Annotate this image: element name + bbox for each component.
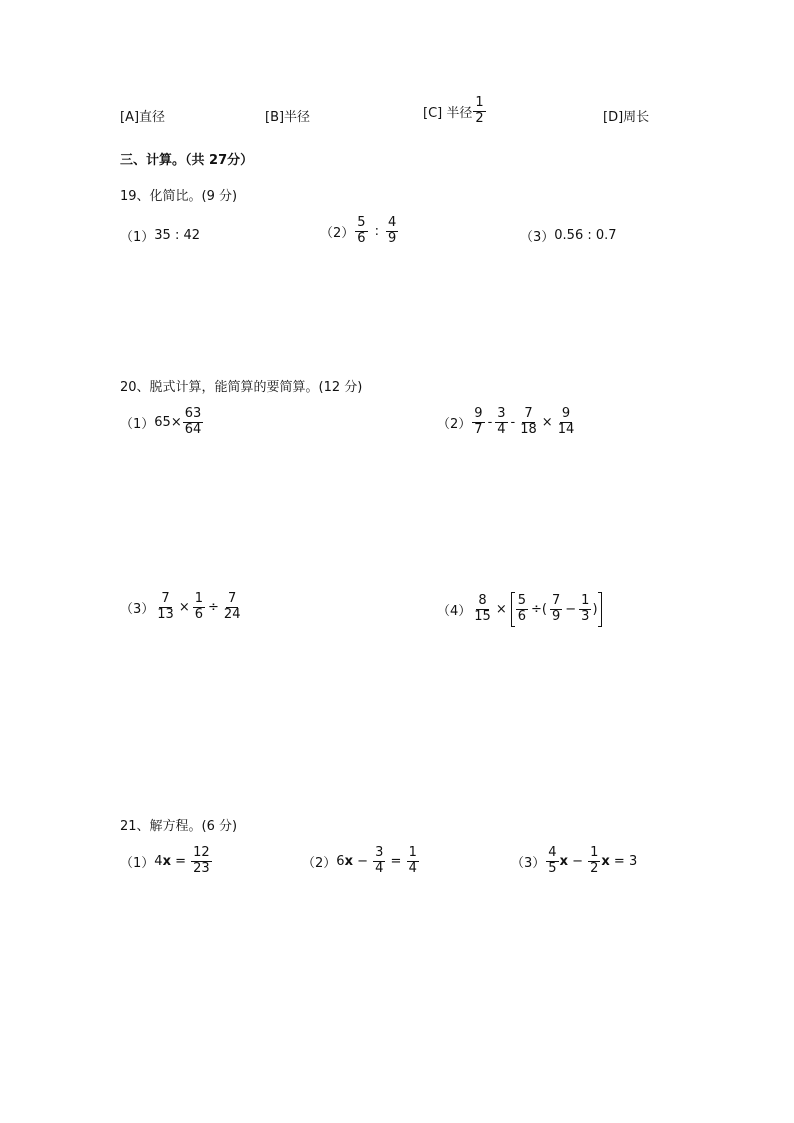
square-bracket-group — [511, 592, 602, 627]
option-a: [A]直径 — [120, 110, 166, 125]
fraction — [550, 594, 562, 625]
operator: - — [510, 414, 516, 430]
denominator: 5 — [548, 860, 557, 876]
numerator: 9 — [474, 406, 483, 421]
minus-sign: − — [352, 853, 373, 869]
q19-part-3 — [520, 226, 617, 245]
question-21-title: 21、解方程。(6 分) — [120, 819, 238, 834]
coefficient: 6 — [336, 853, 345, 869]
part-label: （2） — [320, 225, 355, 241]
part-label: （3） — [520, 230, 555, 245]
denominator: 23 — [193, 860, 210, 876]
lead-term: 65× — [154, 414, 182, 430]
operator: × — [541, 414, 553, 430]
numerator: 1 — [408, 845, 417, 860]
variable: x — [162, 853, 171, 869]
variable: x — [344, 853, 353, 869]
variable: x — [559, 853, 568, 869]
option-c-prefix: [C] 半径 — [423, 105, 473, 121]
option-d: [D]周长 — [603, 110, 650, 125]
q21-part-2 — [302, 846, 420, 877]
denominator: 4 — [497, 421, 506, 437]
numerator: 1 — [194, 591, 204, 606]
fraction — [518, 407, 539, 438]
denominator: 18 — [520, 421, 537, 437]
fraction — [516, 594, 528, 625]
numerator: 3 — [375, 845, 384, 860]
coefficient: 4 — [154, 853, 163, 869]
numerator: 3 — [497, 406, 506, 421]
numerator: 1 — [581, 593, 590, 608]
equals-sign: = — [386, 853, 406, 869]
question-19-title: 19、化简比。(9 分) — [120, 189, 238, 204]
q20-part-2 — [437, 407, 577, 438]
part-label: （1） — [120, 416, 155, 432]
denominator: 9 — [387, 230, 397, 246]
part-label: （3） — [511, 855, 546, 871]
part-label: （2） — [437, 416, 472, 432]
denominator: 6 — [517, 608, 527, 624]
fraction — [472, 407, 484, 438]
fraction — [588, 846, 600, 877]
denominator: 7 — [474, 421, 483, 437]
option-c — [423, 96, 487, 127]
numerator: 7 — [524, 406, 533, 421]
part-label: （4） — [437, 603, 472, 619]
operator: × — [178, 599, 190, 615]
option-b: [B]半径 — [265, 110, 311, 125]
q20-part-4 — [437, 592, 602, 627]
numerator: 7 — [161, 591, 170, 606]
numerator: 9 — [561, 406, 571, 421]
fraction — [222, 592, 243, 623]
q21-part-3 — [511, 846, 637, 877]
ratio-sign: : — [374, 223, 379, 239]
section-title: 三、计算。（共 27分） — [120, 153, 254, 168]
numerator: 5 — [517, 593, 527, 608]
fraction — [193, 592, 205, 623]
denominator: 9 — [551, 608, 561, 624]
denominator: 4 — [408, 860, 417, 876]
denominator: 2 — [475, 110, 484, 126]
q20-part-1 — [120, 407, 204, 438]
operator: ÷( — [531, 601, 547, 617]
fraction — [546, 846, 558, 877]
numerator: 7 — [228, 591, 237, 606]
expression: 35 : 42 — [154, 228, 201, 243]
denominator: 15 — [474, 608, 491, 624]
operator: − — [565, 601, 577, 617]
variable: x — [601, 853, 610, 869]
numerator: 1 — [590, 845, 599, 860]
fraction — [473, 96, 485, 127]
denominator: 14 — [557, 421, 575, 437]
minus-sign: − — [567, 853, 588, 869]
denominator: 4 — [375, 860, 384, 876]
denominator: 13 — [157, 606, 174, 622]
denominator: 24 — [223, 606, 241, 622]
numerator: 5 — [357, 215, 366, 230]
close-paren: ) — [592, 601, 598, 617]
numerator: 4 — [387, 215, 397, 230]
denominator: 2 — [590, 860, 599, 876]
fraction — [191, 846, 212, 877]
part-label: （1） — [120, 230, 155, 245]
fraction — [407, 846, 419, 877]
part-label: （2） — [302, 855, 337, 871]
numerator: 4 — [548, 845, 557, 860]
part-label: （1） — [120, 855, 155, 871]
operator: × — [495, 601, 507, 617]
fraction — [495, 407, 507, 438]
fraction — [556, 407, 577, 438]
equals-sign: = — [170, 853, 191, 869]
question-20-title: 20、脱式计算，能简算的要简算。(12 分) — [120, 380, 363, 395]
fraction — [355, 216, 367, 247]
q20-part-3 — [120, 592, 243, 623]
numerator: 12 — [193, 845, 210, 860]
denominator: 3 — [581, 608, 590, 624]
denominator: 6 — [357, 230, 366, 246]
numerator: 63 — [184, 406, 202, 421]
fraction — [373, 846, 385, 877]
part-label: （3） — [120, 601, 155, 617]
numerator: 7 — [551, 593, 561, 608]
denominator: 6 — [194, 606, 204, 622]
fraction — [579, 594, 591, 625]
fraction — [472, 594, 493, 625]
q21-part-1 — [120, 846, 213, 877]
fraction — [386, 216, 398, 247]
numerator: 1 — [475, 95, 484, 110]
denominator: 64 — [184, 421, 202, 437]
equation-tail: = 3 — [609, 853, 638, 869]
q19-part-2 — [320, 216, 399, 247]
q19-part-1 — [120, 226, 200, 245]
numerator: 8 — [478, 593, 487, 608]
fraction — [155, 592, 176, 623]
operator: - — [487, 414, 493, 430]
expression: 0.56 : 0.7 — [554, 228, 617, 243]
operator: ÷ — [208, 599, 219, 615]
fraction — [183, 407, 204, 438]
